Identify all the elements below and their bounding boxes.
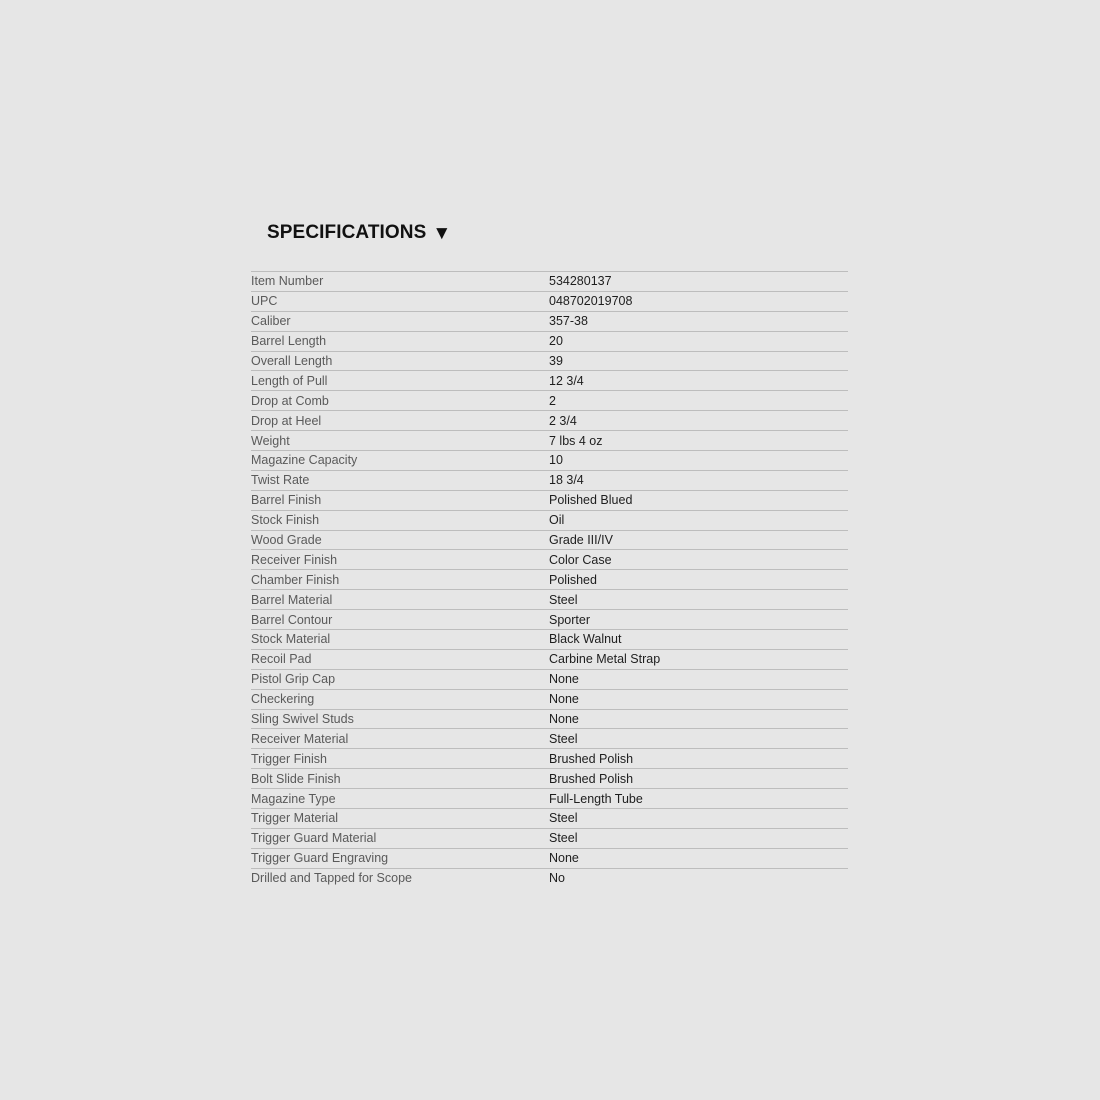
spec-value: Brushed Polish — [549, 749, 848, 769]
spec-value: None — [549, 689, 848, 709]
spec-label: Magazine Capacity — [251, 451, 549, 471]
triangle-down-icon: ▼ — [432, 222, 452, 244]
spec-row — [251, 868, 848, 888]
spec-value: Steel — [549, 590, 848, 610]
spec-label: Pistol Grip Cap — [251, 669, 549, 689]
spec-row — [251, 510, 848, 530]
spec-label: Bolt Slide Finish — [251, 769, 549, 789]
spec-row — [251, 630, 848, 650]
specifications-toggle[interactable] — [251, 218, 848, 248]
spec-label: Twist Rate — [251, 470, 549, 490]
spec-row — [251, 848, 848, 868]
spec-value: 048702019708 — [549, 291, 848, 311]
spec-value: 39 — [549, 351, 848, 371]
spec-row — [251, 709, 848, 729]
spec-row — [251, 669, 848, 689]
spec-label: Length of Pull — [251, 371, 549, 391]
spec-value: Polished Blued — [549, 490, 848, 510]
spec-value: 357-38 — [549, 311, 848, 331]
spec-value: Sporter — [549, 610, 848, 630]
spec-row — [251, 371, 848, 391]
spec-row — [251, 550, 848, 570]
spec-value: 2 — [549, 391, 848, 411]
spec-row — [251, 590, 848, 610]
spec-row — [251, 570, 848, 590]
spec-row — [251, 291, 848, 311]
spec-row — [251, 530, 848, 550]
spec-value: None — [549, 669, 848, 689]
spec-value: 7 lbs 4 oz — [549, 431, 848, 451]
spec-value: Steel — [549, 828, 848, 848]
specifications-panel — [251, 218, 848, 888]
spec-label: Barrel Finish — [251, 490, 549, 510]
spec-label: Overall Length — [251, 351, 549, 371]
spec-row — [251, 769, 848, 789]
specifications-title: SPECIFICATIONS — [267, 222, 427, 243]
spec-value: None — [549, 709, 848, 729]
spec-row — [251, 411, 848, 431]
spec-label: Recoil Pad — [251, 649, 549, 669]
spec-label: Stock Finish — [251, 510, 549, 530]
spec-row — [251, 431, 848, 451]
spec-label: Weight — [251, 431, 549, 451]
spec-value: 534280137 — [549, 272, 848, 292]
spec-row — [251, 689, 848, 709]
spec-label: Trigger Guard Engraving — [251, 848, 549, 868]
spec-value: Brushed Polish — [549, 769, 848, 789]
spec-value: No — [549, 868, 848, 888]
spec-label: Receiver Finish — [251, 550, 549, 570]
spec-label: UPC — [251, 291, 549, 311]
spec-label: Checkering — [251, 689, 549, 709]
spec-label: Drop at Comb — [251, 391, 549, 411]
spec-row — [251, 272, 848, 292]
spec-value: Steel — [549, 809, 848, 829]
spec-label: Receiver Material — [251, 729, 549, 749]
spec-value: Carbine Metal Strap — [549, 649, 848, 669]
spec-value: Oil — [549, 510, 848, 530]
spec-value: 2 3/4 — [549, 411, 848, 431]
spec-row — [251, 391, 848, 411]
spec-row — [251, 331, 848, 351]
spec-row — [251, 749, 848, 769]
spec-value: None — [549, 848, 848, 868]
spec-label: Sling Swivel Studs — [251, 709, 549, 729]
spec-label: Barrel Material — [251, 590, 549, 610]
spec-row — [251, 828, 848, 848]
spec-label: Drilled and Tapped for Scope — [251, 868, 549, 888]
spec-row — [251, 451, 848, 471]
spec-label: Trigger Material — [251, 809, 549, 829]
spec-row — [251, 649, 848, 669]
spec-label: Trigger Finish — [251, 749, 549, 769]
spec-row — [251, 470, 848, 490]
spec-value: Black Walnut — [549, 630, 848, 650]
spec-value: Grade III/IV — [549, 530, 848, 550]
spec-value: Polished — [549, 570, 848, 590]
spec-value: Full-Length Tube — [549, 789, 848, 809]
spec-label: Chamber Finish — [251, 570, 549, 590]
spec-row — [251, 610, 848, 630]
spec-row — [251, 311, 848, 331]
spec-label: Item Number — [251, 272, 549, 292]
spec-row — [251, 729, 848, 749]
spec-label: Barrel Contour — [251, 610, 549, 630]
spec-value: 18 3/4 — [549, 470, 848, 490]
spec-row — [251, 490, 848, 510]
spec-row — [251, 789, 848, 809]
spec-label: Barrel Length — [251, 331, 549, 351]
spec-value: 10 — [549, 451, 848, 471]
spec-label: Wood Grade — [251, 530, 549, 550]
spec-value: 20 — [549, 331, 848, 351]
spec-label: Trigger Guard Material — [251, 828, 549, 848]
spec-label: Drop at Heel — [251, 411, 549, 431]
spec-row — [251, 351, 848, 371]
spec-value: Color Case — [549, 550, 848, 570]
spec-label: Magazine Type — [251, 789, 549, 809]
spec-label: Stock Material — [251, 630, 549, 650]
spec-row — [251, 809, 848, 829]
specifications-table — [251, 271, 848, 888]
spec-value: 12 3/4 — [549, 371, 848, 391]
spec-label: Caliber — [251, 311, 549, 331]
spec-value: Steel — [549, 729, 848, 749]
